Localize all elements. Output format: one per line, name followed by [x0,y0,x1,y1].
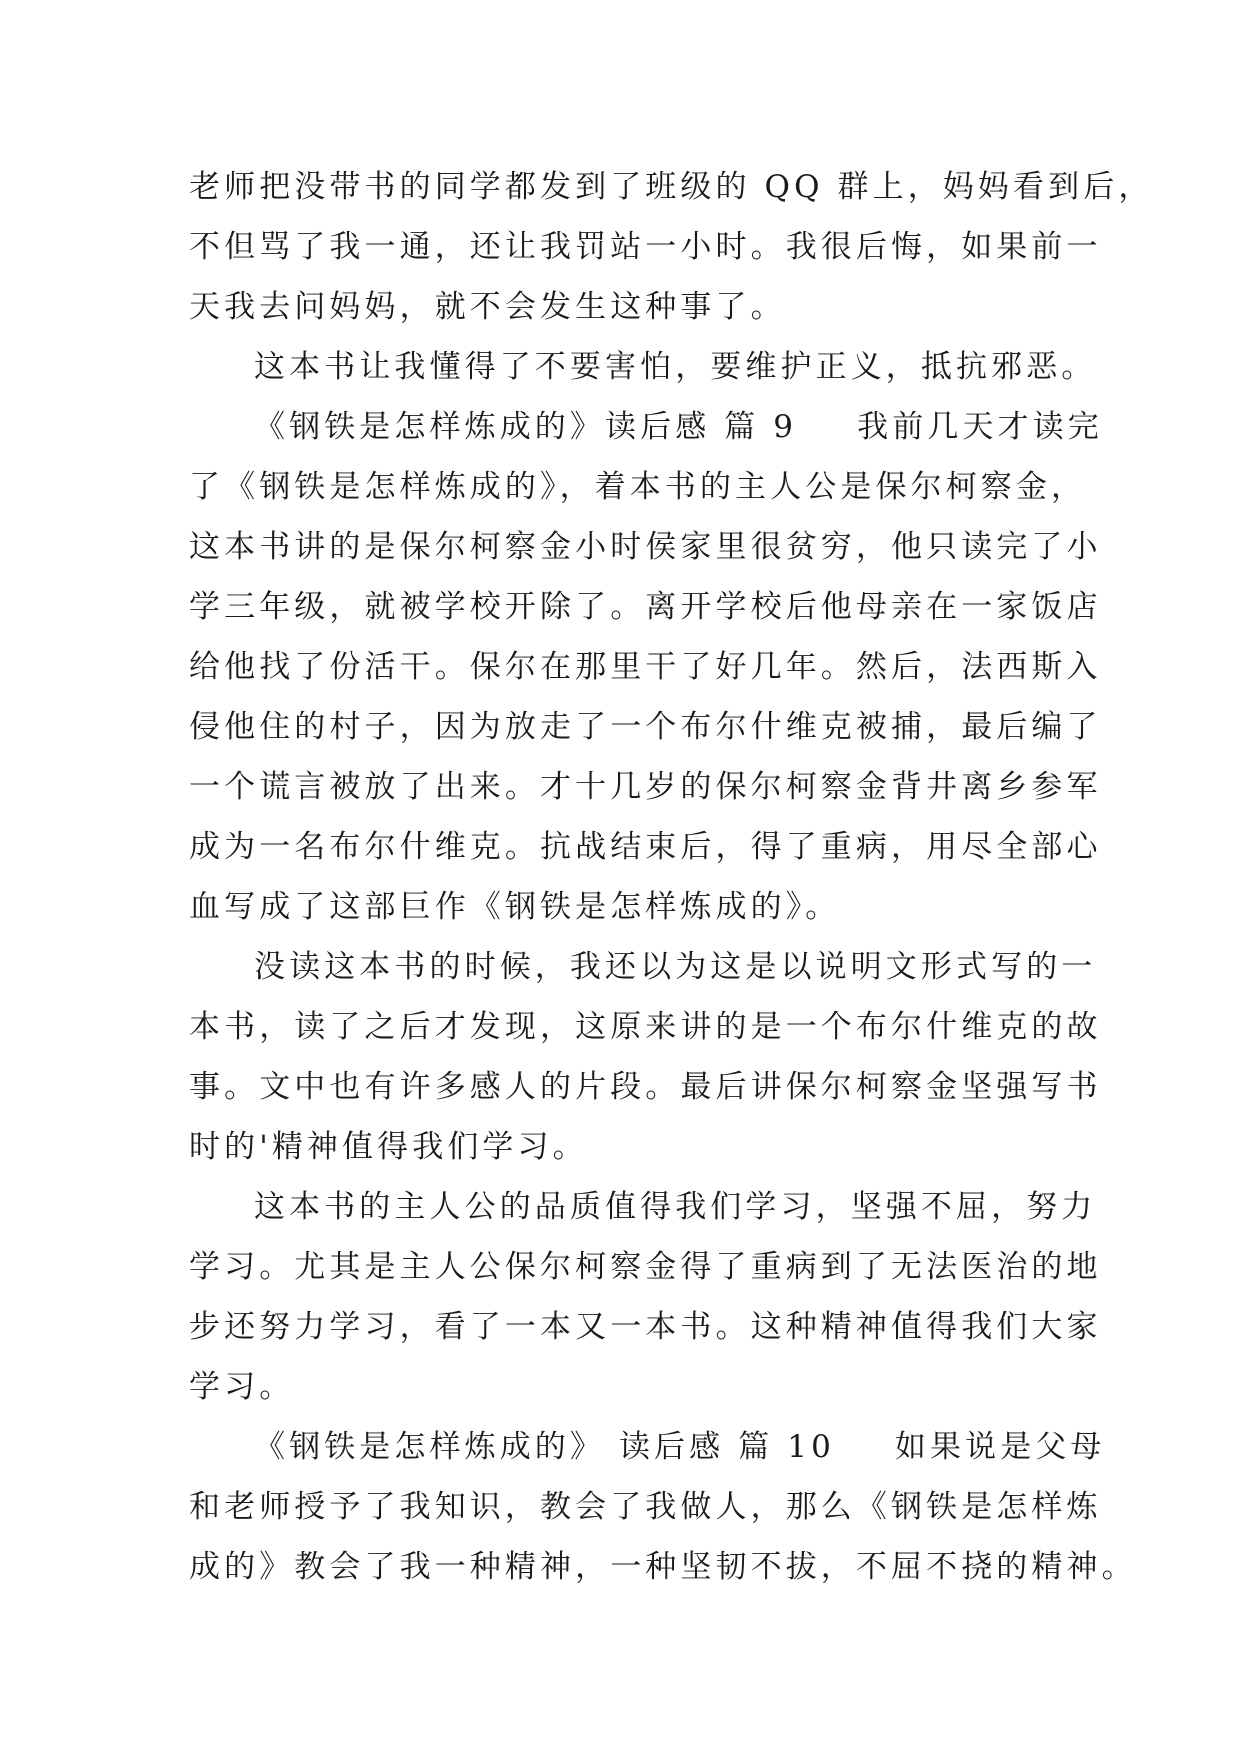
text-line: 成为一名布尔什维克。抗战结束后，得了重病，用尽全部心 [189,829,1102,865]
text-line: 这本书讲的是保尔柯察金小时侯家里很贫穷，他只读完了小 [189,529,1102,565]
text-line: 天我去问妈妈，就不会发生这种事了。 [189,289,786,325]
text-line: 没读这本书的时候，我还以为这是以说明文形式写的一 [254,949,1097,985]
text-line: 了《钢铁是怎样炼成的》，着本书的主人公是保尔柯察金， [189,469,1087,505]
text-line: 成的》教会了我一种精神，一种坚韧不拔，不屈不挠的精神。 [189,1549,1137,1585]
section-lead-text: 我前几天才读完 [857,409,1103,445]
text-line: 老师把没带书的同学都发到了班级的 QQ 群上，妈妈看到后， [189,169,1154,205]
text-line: 步还努力学习，看了一本又一本书。这种精神值得我们大家 [189,1309,1102,1345]
text-line: 事。文中也有许多感人的片段。最后讲保尔柯察金坚强写书 [189,1069,1102,1105]
section-title: 《钢铁是怎样炼成的》 读后感 篇 10 [254,1429,835,1465]
text-line: 血写成了这部巨作《钢铁是怎样炼成的》。 [189,889,841,925]
text-line: 和老师授予了我知识，教会了我做人，那么《钢铁是怎样炼 [189,1489,1102,1525]
text-line: 给他找了份活干。保尔在那里干了好几年。然后，法西斯入 [189,649,1102,685]
text-line: 本书，读了之后才发现，这原来讲的是一个布尔什维克的故 [189,1009,1102,1045]
text-line: 一个谎言被放了出来。才十几岁的保尔柯察金背井离乡参军 [189,769,1102,805]
text-line: 这本书的主人公的品质值得我们学习，坚强不屈，努力 [254,1189,1097,1225]
section-lead-text: 如果说是父母 [894,1429,1106,1465]
text-line: 时的'精神值得我们学习。 [189,1129,588,1165]
section-title: 《钢铁是怎样炼成的》读后感 篇 9 [254,409,798,445]
text-line: 侵他住的村子，因为放走了一个布尔什维克被捕，最后编了 [189,709,1102,745]
text-line: 这本书让我懂得了不要害怕，要维护正义，抵抗邪恶。 [254,349,1097,385]
section-heading-10 [254,1417,1106,1477]
section-heading-9 [254,397,1103,457]
text-line: 学习。 [189,1369,295,1405]
text-line: 不但骂了我一通，还让我罚站一小时。我很后悔，如果前一 [189,229,1102,265]
text-line: 学习。尤其是主人公保尔柯察金得了重病到了无法医治的地 [189,1249,1102,1285]
text-line: 学三年级，就被学校开除了。离开学校后他母亲在一家饭店 [189,589,1102,625]
